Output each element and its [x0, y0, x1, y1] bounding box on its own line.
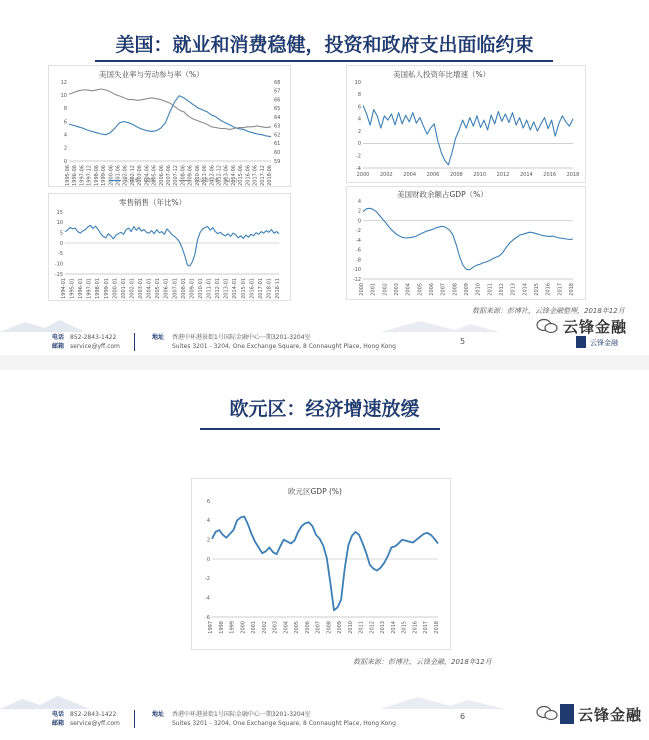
x-tick-label: 1999-06 [101, 165, 108, 186]
x-tick-label: 2016-06 [245, 165, 252, 186]
x-tick-label: 1998-01 [95, 278, 102, 299]
phone-number[interactable]: 852-2843-1422 [70, 711, 117, 718]
email-link[interactable]: service@yff.com [70, 343, 120, 350]
x-tick-label: 2001 [370, 283, 377, 296]
y-right-tick-label: 59 [274, 158, 281, 165]
x-tick-label: 1996-01 [78, 278, 85, 299]
x-tick-label: 2009-06 [187, 165, 194, 186]
x-tick-label: 2013-01 [223, 278, 230, 299]
chart-title: 美国私人投资年比增速（%） [393, 70, 491, 79]
x-tick-label: 2015-06 [238, 165, 245, 186]
address-cn: 香港中环港景街1号国际金融中心一期3201-3204室 [172, 711, 311, 718]
series-line-1 [212, 517, 438, 611]
series-line-2 [69, 89, 271, 129]
y-tick-label: -2 [356, 153, 361, 160]
x-tick-label: 2002-06 [122, 165, 129, 186]
y-tick-label: -12 [352, 276, 361, 283]
x-tick-label: 2010 [347, 621, 354, 634]
y-tick-label: 2 [357, 208, 361, 215]
title-underline [200, 428, 440, 430]
x-tick-label: 2001-06 [115, 165, 122, 186]
x-tick-label: 2011 [358, 621, 365, 634]
brand-watermark [536, 700, 648, 730]
y-tick-label: 4 [357, 198, 361, 205]
phone-label: 电话 [52, 334, 65, 341]
x-tick-label: 2010 [475, 283, 482, 296]
page-number: 5 [460, 337, 466, 346]
y-tick-label: 6 [206, 498, 210, 505]
x-tick-label: 2005-06 [151, 165, 158, 186]
y-tick-label: 4 [206, 518, 210, 525]
x-tick-label: 2010 [473, 172, 487, 178]
brand-logo-text: 云锋金融 [590, 339, 618, 347]
y-tick-label: -10 [54, 261, 63, 268]
x-tick-label: 2018-01 [266, 278, 273, 299]
chart-eurozone-gdp-svg [192, 479, 452, 651]
y-tick-label: -6 [205, 614, 210, 621]
x-tick-label: 2006 [304, 621, 311, 634]
x-tick-label: 2018-11 [275, 278, 281, 299]
y-tick-label: -15 [54, 271, 63, 278]
x-tick-label: 2007-12 [173, 165, 180, 186]
y-tick-label: 0 [63, 158, 67, 165]
y-tick-label: 2 [206, 537, 210, 544]
x-tick-label: 2014 [519, 172, 533, 178]
y-tick-label: 10 [60, 92, 67, 99]
x-tick-label: 1999-01 [103, 278, 110, 299]
x-tick-label: 2002 [382, 283, 389, 296]
legend-label: 劳动参与率：%(右) [194, 178, 238, 184]
source-note: 数据来源：彭博社，云锋金融整理，2018年12月 [472, 307, 625, 315]
x-tick-label: 1994-01 [61, 278, 67, 299]
address-cn: 香港中环港景街1号国际金融中心一期3201-3204室 [172, 334, 311, 341]
chart-us-retail-sales-svg [49, 194, 292, 302]
y-tick-label: 2 [357, 128, 361, 135]
y-tick-label: -4 [356, 237, 361, 244]
y-tick-label: 2 [63, 145, 67, 152]
x-tick-label: 1997-06 [79, 165, 86, 186]
x-tick-label: 2015 [401, 621, 408, 634]
x-tick-label: 1995-01 [69, 278, 76, 299]
address-en: Suites 3201 - 3204, One Exchange Square, 8 Connaught Place, Hong Kong [172, 343, 396, 350]
footer-divider [134, 710, 135, 728]
slide-title: 欧元区：经济增速放缓 [229, 398, 420, 420]
x-tick-label: 1999 [229, 621, 236, 634]
y-tick-label: -4 [356, 165, 361, 172]
x-tick-label: 1997-01 [86, 278, 93, 299]
x-tick-label: 2018 [566, 172, 580, 178]
x-tick-label: 2008 [452, 283, 459, 296]
x-tick-label: 2012 [496, 172, 510, 178]
x-tick-label: 2008-01 [180, 278, 187, 299]
x-tick-label: 2013 [510, 283, 517, 296]
chart-title: 欧元区GDP (%) [288, 487, 342, 496]
x-tick-label: 2003 [272, 621, 279, 634]
chart-us-unemployment [48, 65, 291, 187]
y-right-tick-label: 68 [274, 79, 281, 86]
y-right-tick-label: 63 [274, 123, 281, 130]
x-tick-label: 2009-01 [189, 278, 196, 299]
x-tick-label: 2001 [251, 621, 258, 634]
x-tick-label: 2011-06 [202, 165, 209, 186]
x-tick-label: 2000 [240, 621, 247, 634]
x-tick-label: 2004 [405, 283, 412, 296]
y-tick-label: 0 [59, 240, 63, 247]
chart-us-fiscal-balance [346, 186, 586, 300]
series-line-1 [69, 96, 271, 137]
x-tick-label: 2016-01 [249, 278, 256, 299]
phone-label: 电话 [52, 711, 65, 718]
y-tick-label: 10 [56, 220, 63, 227]
x-tick-label: 2006-01 [163, 278, 170, 299]
y-tick-label: -5 [58, 251, 63, 258]
y-tick-label: 4 [63, 132, 67, 139]
x-tick-label: 2007-06 [166, 165, 172, 186]
y-right-tick-label: 64 [274, 114, 281, 121]
chart-us-retail-sales [48, 193, 291, 301]
x-tick-label: 2002 [261, 621, 268, 634]
x-tick-label: 2015 [534, 283, 540, 296]
page-number: 6 [460, 712, 466, 721]
x-tick-label: 2009 [464, 283, 470, 296]
y-tick-label: 8 [63, 106, 67, 113]
y-tick-label: -4 [205, 595, 210, 602]
x-tick-label: 2000 [356, 172, 370, 178]
x-tick-label: 2012-01 [215, 278, 222, 299]
x-tick-label: 2018 [569, 283, 575, 296]
y-right-tick-label: 60 [274, 150, 281, 157]
wechat-icon [536, 705, 558, 721]
x-tick-label: 2012 [369, 621, 376, 634]
x-tick-label: 2002-12 [129, 165, 136, 186]
email-label: 邮箱 [52, 720, 65, 727]
x-tick-label: 2011 [487, 283, 494, 296]
x-tick-label: 2012 [499, 283, 505, 296]
x-tick-label: 2006 [426, 172, 440, 178]
x-tick-label: 2004-01 [146, 278, 153, 299]
x-tick-label: 2008 [326, 621, 333, 634]
x-tick-label: 2018-06 [267, 165, 273, 186]
x-tick-label: 2017-01 [257, 278, 264, 299]
y-tick-label: 0 [357, 218, 361, 225]
x-tick-label: 2002-01 [129, 278, 136, 299]
slide-5 [0, 0, 649, 360]
x-tick-label: 2008 [449, 172, 463, 178]
x-tick-label: 2008-06 [180, 165, 187, 186]
x-tick-label: 2000 [359, 283, 365, 296]
x-tick-label: 1995-06 [65, 165, 71, 186]
x-tick-label: 2000-06 [108, 165, 115, 186]
title-underline [95, 60, 553, 62]
x-tick-label: 2006-06 [158, 165, 165, 186]
y-tick-label: 10 [354, 79, 361, 86]
x-tick-label: 2014 [390, 621, 397, 634]
legend-label: 失业率：U3% [124, 178, 156, 184]
y-tick-label: 8 [357, 92, 361, 99]
brand-name: 云锋金融 [563, 318, 628, 336]
series-line-1 [363, 208, 573, 269]
chart-title: 零售销售（年比%） [119, 198, 187, 207]
y-tick-label: 6 [63, 119, 67, 126]
email-link[interactable]: service@yff.com [70, 720, 120, 727]
y-tick-label: -6 [356, 247, 361, 254]
x-tick-label: 2002 [379, 172, 393, 178]
x-tick-label: 2007 [315, 621, 322, 634]
chart-us-unemployment-svg [49, 66, 292, 188]
brand-logo-icon [576, 336, 586, 348]
chart-eurozone-gdp [191, 478, 451, 650]
phone-number[interactable]: 852-2843-1422 [70, 334, 117, 341]
x-tick-label: 2004 [283, 621, 290, 634]
y-tick-label: 0 [206, 556, 210, 563]
chart-title: 美国失业率与劳动参与率（%） [99, 70, 204, 79]
x-tick-label: 2005-01 [155, 278, 162, 299]
y-tick-label: 6 [357, 104, 361, 111]
y-tick-label: -8 [356, 257, 361, 264]
x-tick-label: 2013-06 [223, 165, 230, 186]
address-label: 地址 [152, 334, 165, 341]
x-tick-label: 2014-06 [230, 165, 237, 186]
address-en: Suites 3201 - 3204, One Exchange Square, 8 Connaught Place, Hong Kong [172, 720, 396, 727]
x-tick-label: 2011-01 [206, 278, 213, 299]
slide-title: 美国：就业和消费稳健，投资和政府支出面临约束 [115, 34, 534, 56]
y-right-tick-label: 66 [274, 97, 281, 104]
y-right-tick-label: 65 [274, 106, 281, 113]
x-tick-label: 2004 [403, 172, 417, 178]
email-label: 邮箱 [52, 343, 65, 350]
x-tick-label: 2017 [423, 621, 430, 634]
slide-separator [0, 355, 649, 370]
x-tick-label: 2016 [543, 172, 557, 178]
x-tick-label: 2014-01 [232, 278, 239, 299]
x-tick-label: 2016 [412, 621, 419, 634]
y-right-tick-label: 67 [274, 88, 281, 95]
address-label: 地址 [152, 711, 165, 718]
x-tick-label: 1998-06 [93, 165, 100, 186]
x-tick-label: 2017 [557, 283, 564, 296]
y-tick-label: -2 [356, 228, 361, 235]
chart-us-private-investment [346, 65, 586, 183]
x-tick-label: 2014 [522, 283, 529, 296]
x-tick-label: 2007 [440, 283, 447, 296]
y-right-tick-label: 61 [274, 141, 281, 148]
y-tick-label: 0 [357, 141, 361, 148]
x-tick-label: 2001-01 [120, 278, 127, 299]
x-tick-label: 2017-06 [252, 165, 259, 186]
x-tick-label: 2005 [294, 621, 301, 634]
y-tick-label: 4 [357, 116, 361, 123]
brand-logo-icon [560, 704, 574, 724]
series-line-1 [363, 105, 573, 165]
x-tick-label: 2004-06 [144, 165, 151, 186]
series-line-1 [65, 225, 279, 266]
slide-6 [0, 370, 649, 740]
x-tick-label: 1998 [218, 621, 225, 634]
wechat-icon [536, 318, 558, 334]
x-tick-label: 2003 [394, 283, 400, 296]
x-tick-label: 2016 [545, 283, 552, 296]
x-tick-label: 2010-06 [194, 165, 201, 186]
x-tick-label: 2012-06 [209, 165, 216, 186]
brand-watermark [536, 314, 648, 350]
x-tick-label: 2013 [380, 621, 387, 634]
footer-divider [134, 333, 135, 351]
y-right-tick-label: 62 [274, 132, 281, 139]
x-tick-label: 2003-01 [138, 278, 145, 299]
x-tick-label: 2012-12 [216, 165, 223, 186]
x-tick-label: 2000-01 [112, 278, 119, 299]
source-note: 数据来源：彭博社，云锋金融，2018年12月 [353, 658, 492, 666]
y-tick-label: -10 [352, 267, 361, 274]
y-tick-label: 12 [60, 79, 67, 86]
x-tick-label: 2009 [337, 621, 344, 634]
x-tick-label: 2003-06 [137, 165, 144, 186]
x-tick-label: 2006 [429, 283, 435, 296]
y-tick-label: 5 [59, 230, 63, 237]
x-tick-label: 1997 [208, 621, 214, 634]
chart-us-fiscal-balance-svg [347, 187, 587, 301]
chart-title: 美国财政余额占GDP（%） [397, 190, 488, 199]
x-tick-label: 1996-06 [72, 165, 79, 186]
x-tick-label: 2017-12 [259, 165, 266, 186]
y-tick-label: -2 [205, 576, 210, 583]
x-tick-label: 2010-01 [197, 278, 204, 299]
chart-us-private-investment-svg [347, 66, 587, 184]
x-tick-label: 2018 [434, 621, 440, 634]
x-tick-label: 2007-01 [172, 278, 179, 299]
x-tick-label: 2005 [417, 283, 424, 296]
y-tick-label: 15 [56, 209, 63, 216]
brand-name: 云锋金融 [578, 706, 643, 724]
x-tick-label: 1997-12 [86, 165, 93, 186]
x-tick-label: 2015-01 [240, 278, 247, 299]
